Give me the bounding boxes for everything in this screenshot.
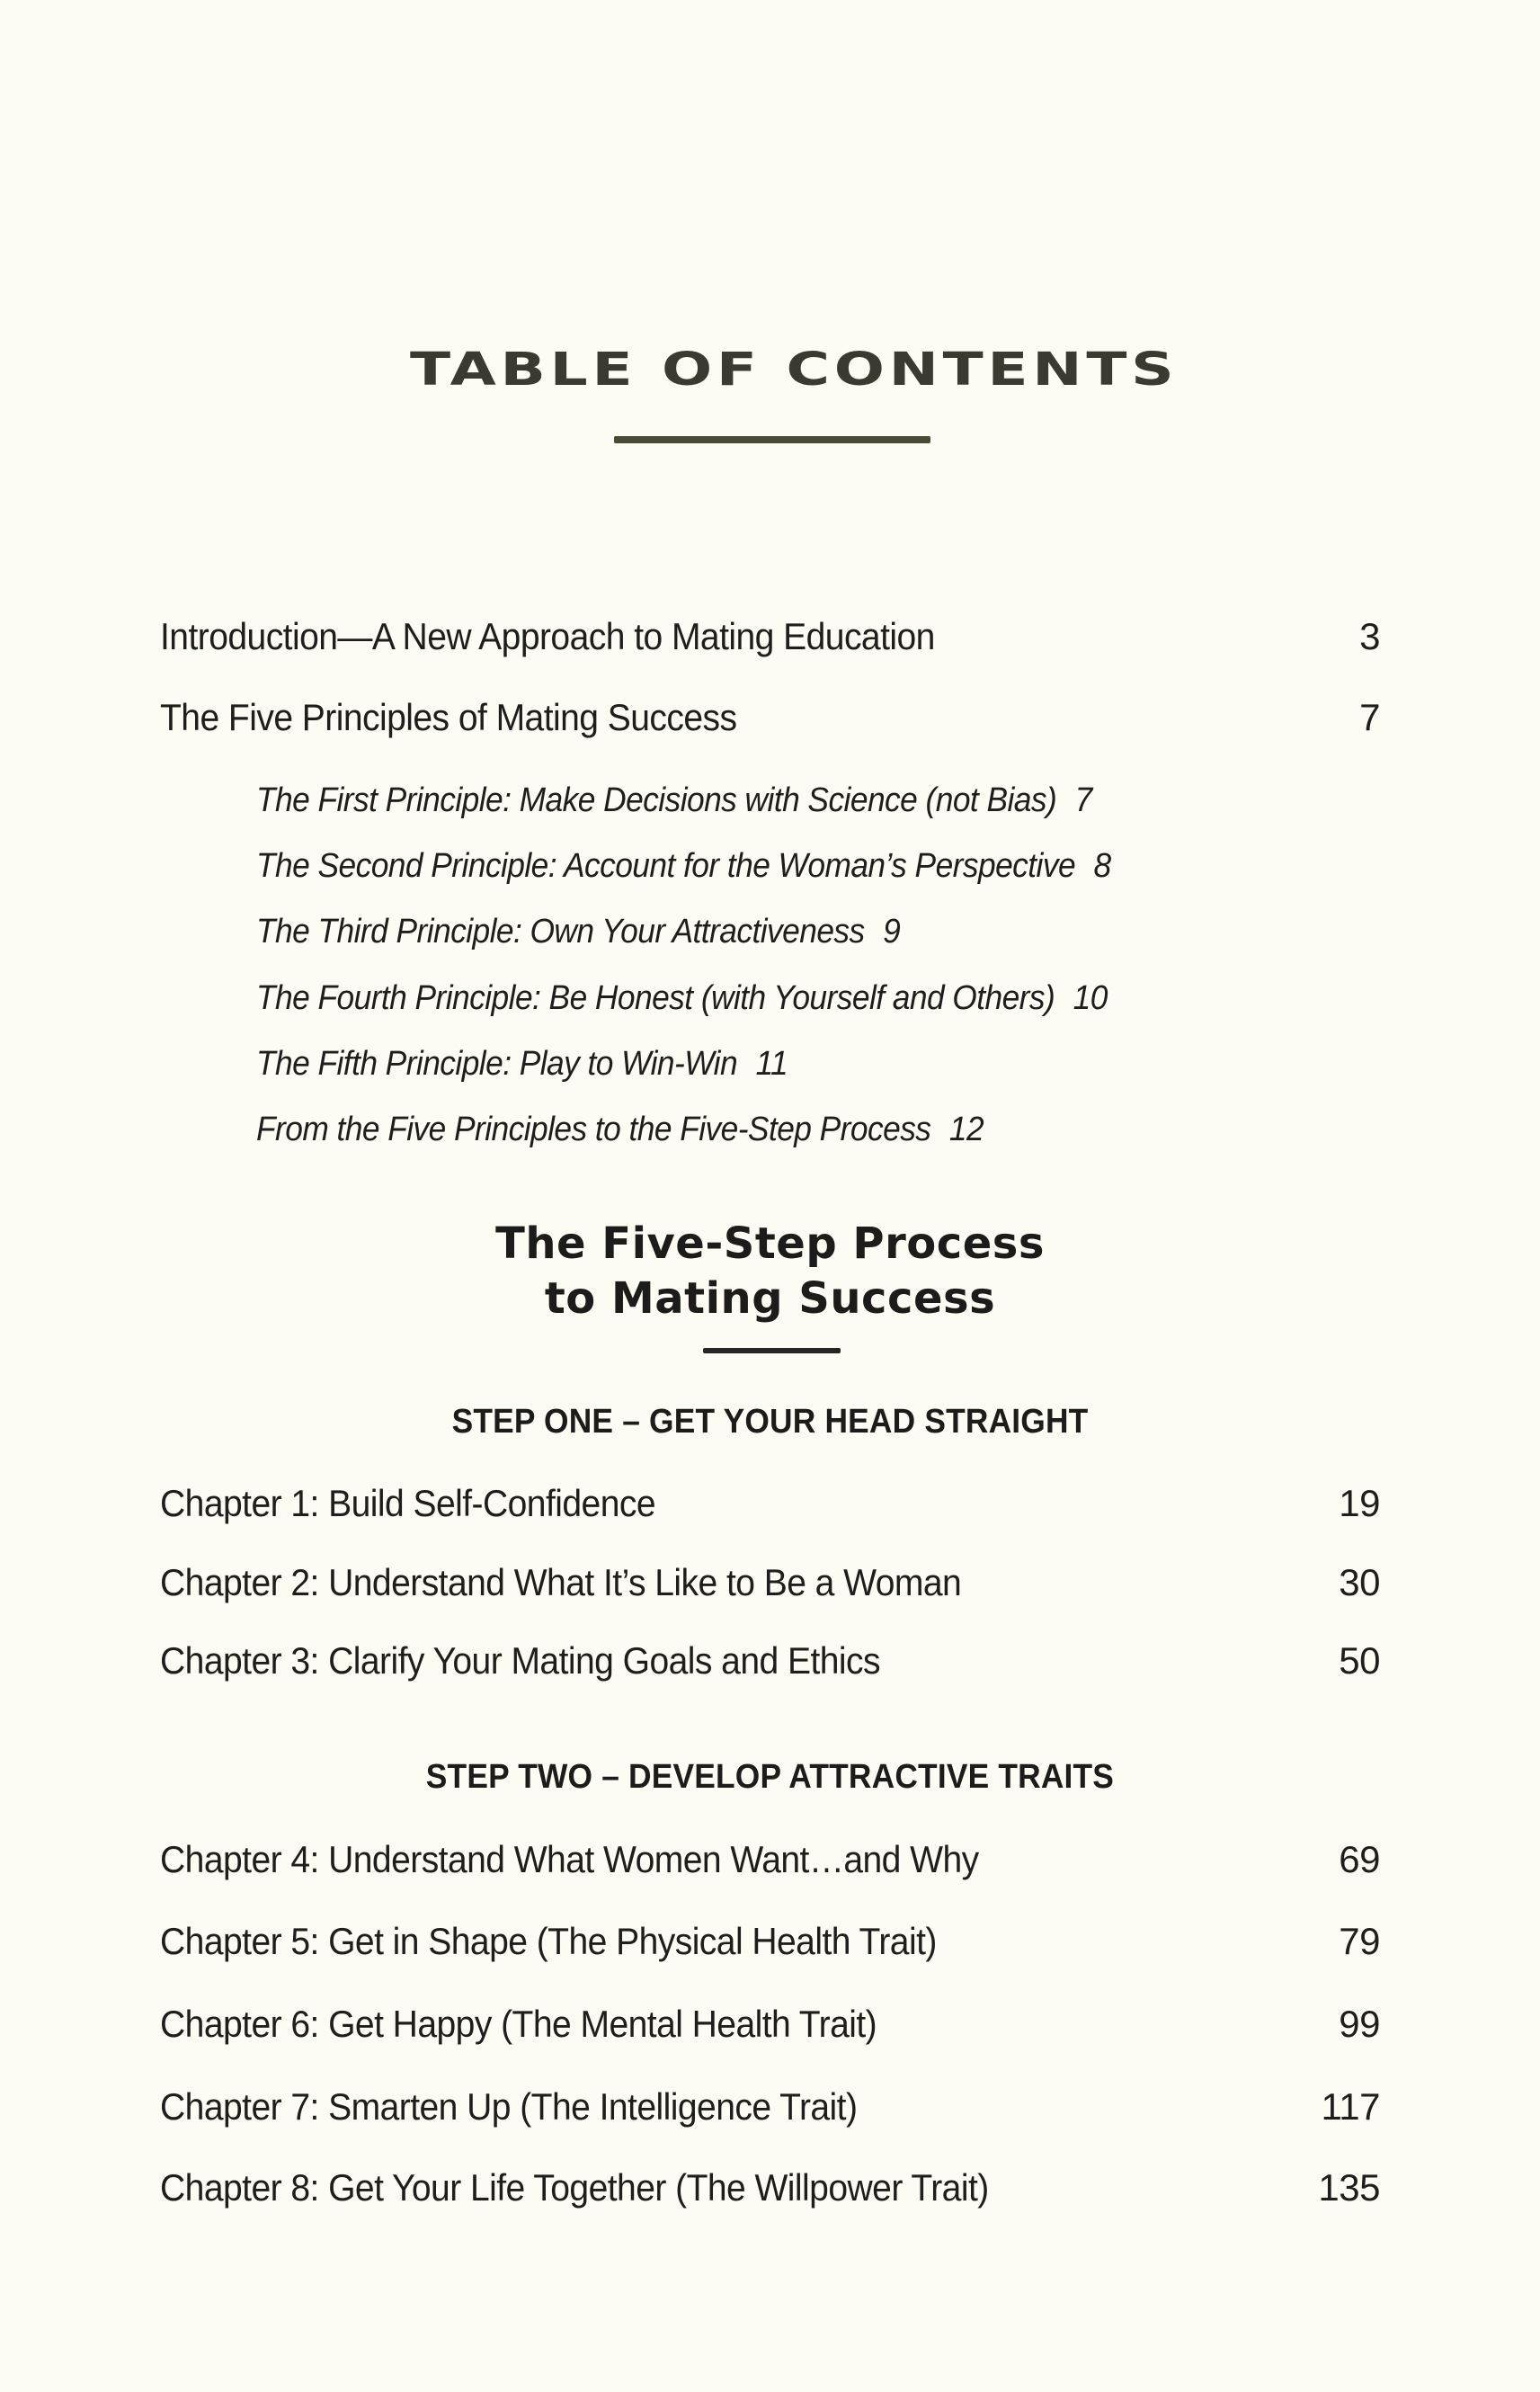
toc-subentry-fourth-principle	[256, 977, 1108, 1019]
subentry-page: 8	[1093, 847, 1111, 885]
subentry-page: 12	[948, 1111, 984, 1148]
toc-subentry-five-step-transition	[256, 1109, 984, 1150]
toc-page-chapter-5: 79	[1339, 1920, 1380, 1962]
subentry-page: 11	[755, 1045, 788, 1083]
toc-entry-chapter-1: Chapter 1: Build Self-Confidence	[160, 1482, 656, 1524]
toc-entry-chapter-7: Chapter 7: Smarten Up (The Intelligence Trait)	[160, 2085, 858, 2128]
page-title: TABLE OF CONTENTS	[410, 344, 1179, 397]
subentry-page: 7	[1074, 781, 1092, 819]
toc-subentry-first-principle	[256, 780, 1092, 821]
toc-page-chapter-2: 30	[1339, 1561, 1380, 1603]
subentry-page: 9	[883, 913, 901, 951]
toc-entry-chapter-5: Chapter 5: Get in Shape (The Physical Health Trait)	[160, 1920, 937, 1962]
subentry-page: 10	[1073, 979, 1108, 1017]
toc-page-chapter-8: 135	[1318, 2166, 1380, 2209]
toc-page-five-principles: 7	[1359, 696, 1380, 738]
section-divider	[703, 1348, 841, 1353]
toc-subentry-third-principle	[256, 911, 900, 952]
step-one-heading-text: STEP ONE – GET YOUR HEAD STRAIGHT	[451, 1403, 1089, 1441]
subentry-label: The Third Principle: Own Your Attractiveness	[256, 913, 865, 951]
step-two-heading-text: STEP TWO – DEVELOP ATTRACTIVE TRAITS	[425, 1758, 1115, 1796]
toc-page-introduction: 3	[1359, 615, 1380, 657]
toc-entry-chapter-4: Chapter 4: Understand What Women Want…and Why	[160, 1838, 979, 1880]
toc-entry-chapter-3: Chapter 3: Clarify Your Mating Goals and Ethics	[160, 1639, 880, 1682]
toc-entry-introduction: Introduction—A New Approach to Mating Education	[160, 615, 935, 657]
section-heading-line2: to Mating Success	[544, 1273, 996, 1324]
toc-page-chapter-7: 117	[1321, 2085, 1380, 2128]
toc-page-chapter-4: 69	[1339, 1838, 1380, 1880]
toc-page-chapter-1: 19	[1339, 1482, 1380, 1524]
toc-entry-chapter-8: Chapter 8: Get Your Life Together (The Willpower Trait)	[160, 2166, 989, 2209]
section-heading-line1: The Five-Step Process	[495, 1218, 1045, 1269]
toc-page-chapter-6: 99	[1339, 2003, 1380, 2045]
subentry-label: The First Principle: Make Decisions with Science (not Bias)	[256, 781, 1057, 819]
toc-subentry-fifth-principle	[256, 1043, 788, 1084]
title-divider	[614, 436, 930, 443]
toc-subentry-second-principle	[256, 845, 1111, 887]
toc-page-chapter-3: 50	[1339, 1639, 1380, 1682]
toc-entry-chapter-6: Chapter 6: Get Happy (The Mental Health Trait)	[160, 2003, 877, 2045]
toc-entry-chapter-2: Chapter 2: Understand What It’s Like to Be a Woman	[160, 1561, 962, 1603]
subentry-label: The Fifth Principle: Play to Win-Win	[256, 1045, 738, 1083]
subentry-label: The Second Principle: Account for the Woman’s Perspective	[256, 847, 1076, 885]
toc-entry-five-principles: The Five Principles of Mating Success	[160, 696, 737, 738]
step-one-heading	[0, 1402, 1540, 1441]
subentry-label: From the Five Principles to the Five-Step Process	[256, 1111, 931, 1148]
subentry-label: The Fourth Principle: Be Honest (with Yourself and Others)	[256, 979, 1055, 1017]
step-two-heading	[0, 1757, 1540, 1797]
